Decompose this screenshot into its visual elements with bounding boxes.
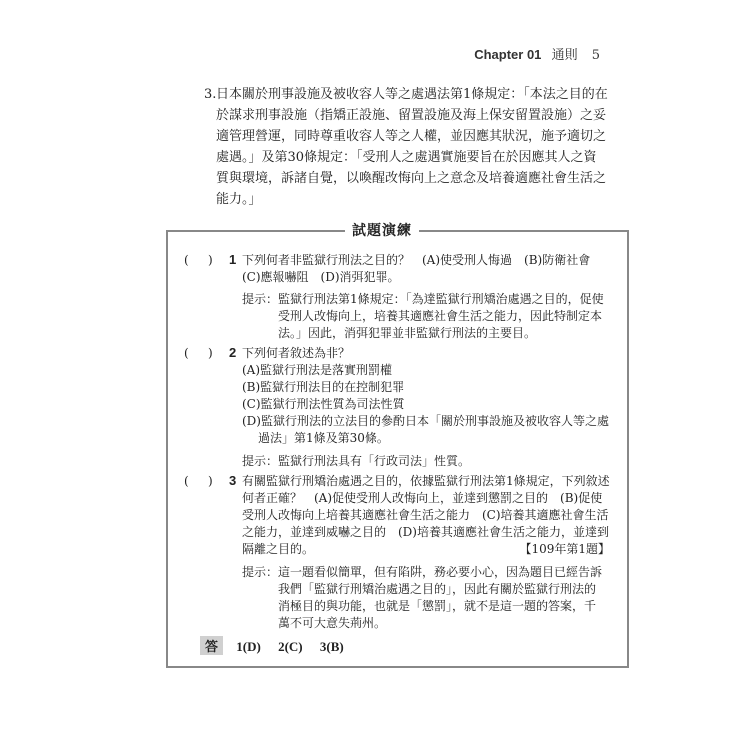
exam-source: 【109年第1題】 [519,542,610,556]
question-number: 1 [229,252,237,267]
question-number: 2 [229,345,237,360]
question-line: 受刑人改悔向上培養其適應社會生活之能力 (C)培養其適應社會生活 [242,508,609,522]
page-header [474,44,600,63]
answer-blank[interactable] [184,473,216,490]
intro-line: 日本關於刑事設施及被收容人等之處遇法第1條規定：「本法之目的在 [216,87,608,102]
chapter-label: Chapter 01 [474,47,542,62]
intro-paragraph [204,84,608,210]
option-d-cont: 過法」第1條及第30條。 [258,431,389,445]
hint-line: 消極目的與功能，也就是「懲罰」，就不是這一題的答案，千 [278,599,597,613]
question-text [242,345,610,470]
answer-3: 3(B) [319,639,344,654]
question-line: 何者正確？ (A)促使受刑人改悔向上，並達到懲罰之目的 (B)促使 [242,491,603,505]
hint-line: 受刑人改悔向上，培養其適應社會生活之能力，因此特制定本 [278,309,603,323]
hint-line: 監獄行刑法第1條規定：「為達監獄行刑矯治處遇之目的，促使 [278,292,604,306]
option-c: (C)監獄行刑法性質為司法性質 [242,397,405,411]
intro-number: 3. [204,87,217,102]
paren-close: ) [208,346,213,360]
intro-line: 質與環境，訴諸自覺，以喚醒改悔向上之意念及培養適應社會生活之 [216,171,607,186]
question-line: 下列何者非監獄行刑法之目的？ (A)使受刑人悔過 (B)防衛社會 [242,253,591,267]
paren-open: ( [184,346,189,360]
paren-open: ( [184,474,189,488]
paren-close: ) [208,474,213,488]
question-text [242,473,610,632]
option-b: (B)監獄行刑法目的在控制犯罪 [242,380,405,394]
answer-blank[interactable] [184,252,216,269]
answer-2: 2(C) [278,639,303,654]
answer-key [200,636,358,655]
option-a: (A)監獄行刑法是落實刑罰權 [242,363,393,377]
practice-title: 試題演練 [345,220,419,240]
question-text [242,252,610,342]
paren-open: ( [184,253,189,267]
hint-line: 法。」因此，消弭犯罪並非監獄行刑法的主要目。 [278,326,537,340]
hint-label: 提示： [242,454,279,468]
practice-box-bottom [166,666,629,668]
question-line: 有關監獄行刑矯治處遇之目的，依據監獄行刑法第1條規定，下列敘述 [242,474,610,488]
hint-line: 萬不可大意失荊州。 [278,616,387,630]
intro-line: 於謀求刑事設施（指矯正設施、留置設施及海上保安留置設施）之妥 [216,108,607,123]
intro-line: 能力。」 [216,192,262,207]
question-line: (C)應報嚇阻 (D)消弭犯罪。 [242,270,400,284]
section-label: 通則 [551,48,578,63]
answer-label: 答 [200,636,223,655]
hint-line: 監獄行刑法具有「行政司法」性質。 [278,454,471,468]
hint [242,564,610,632]
hint [242,291,610,342]
option-d: (D)監獄行刑法的立法目的參酌日本「關於刑事設施及被收容人等之處 [242,414,609,428]
hint-label: 提示： [242,565,279,579]
question-number: 3 [229,473,237,488]
hint-label: 提示： [242,292,279,306]
answer-blank[interactable] [184,345,216,362]
hint-line: 我們「監獄行刑矯治處遇之目的」，因此有關於監獄行刑法的 [278,582,597,596]
hint [242,453,610,470]
question-line: 之能力，並達到威嚇之目的 (D)培養其適應社會生活之能力，並達到 [242,525,609,539]
question-line: 下列何者敘述為非？ [242,346,351,360]
intro-line: 處遇。」及第30條規定：「受刑人之處遇實施要旨在於因應其人之資 [216,150,597,165]
hint-line: 這一題看似簡單，但有陷阱，務必要小心，因為題目已經告訴 [278,565,603,579]
intro-line: 適管理營運，同時尊重收容人等之人權，並因應其狀況，施予適切之 [216,129,607,144]
page-number: 5 [591,48,600,63]
question-line: 隔離之目的。 [242,542,315,556]
answer-1: 1(D) [236,639,261,654]
paren-close: ) [208,253,213,267]
